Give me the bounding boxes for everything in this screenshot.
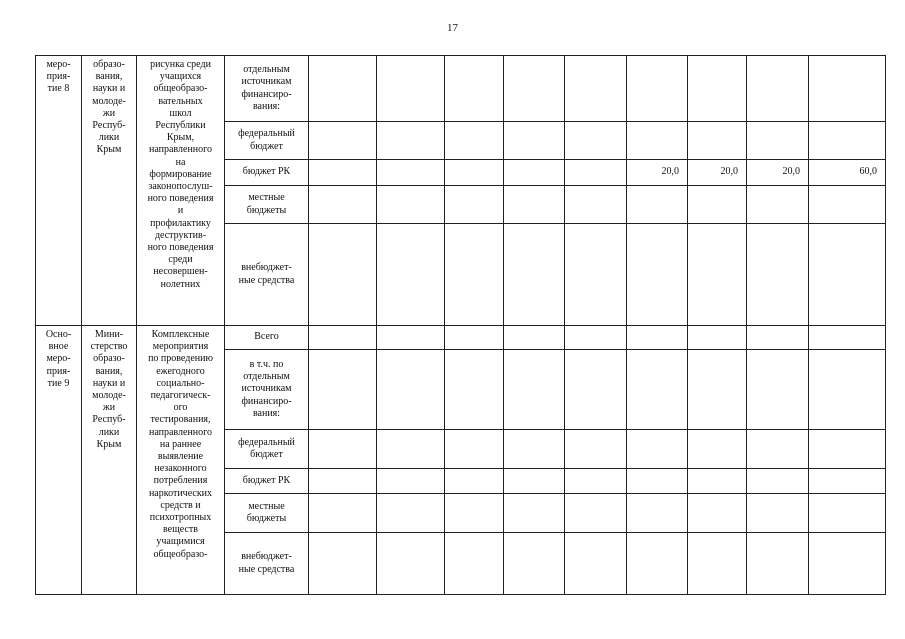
value-cell: [688, 122, 747, 160]
value-cell: [309, 160, 377, 186]
value-cell: [565, 224, 627, 326]
value-cell: [747, 122, 809, 160]
value-cell: [688, 494, 747, 533]
value-cell: [565, 533, 627, 595]
value-cell: [445, 186, 504, 224]
funding-source-label: местные бюджеты: [246, 500, 287, 524]
funding-source-label: внебюджет- ные средства: [238, 551, 295, 575]
value-cell: [309, 350, 377, 430]
value-cell: [688, 326, 747, 350]
value-cell: [627, 186, 688, 224]
value-cell: [627, 326, 688, 350]
value-cell: [565, 56, 627, 122]
funding-source-cell: [225, 350, 309, 430]
value-cell: [504, 122, 565, 160]
value-cell: [445, 326, 504, 350]
funding-source-cell: [225, 160, 309, 186]
value-cell: [809, 533, 886, 595]
value-cell: [565, 469, 627, 494]
value-cell: [809, 224, 886, 326]
page-number: 17: [447, 22, 458, 34]
funding-source-label: внебюджет- ные средства: [238, 262, 295, 286]
value-cell: [445, 350, 504, 430]
value-cell: 20,0: [627, 160, 688, 186]
value-cell: [445, 56, 504, 122]
value-cell: [445, 160, 504, 186]
funding-source-label: Всего: [254, 331, 279, 343]
budget-table: [35, 55, 886, 595]
event-cell-text: меро- прия- тие 8: [46, 59, 71, 95]
value-cell: [627, 494, 688, 533]
table-row: [36, 326, 886, 350]
value-cell: [688, 224, 747, 326]
funding-source-cell: [225, 469, 309, 494]
value-cell: [504, 326, 565, 350]
value-cell: [445, 224, 504, 326]
value-cell: [688, 56, 747, 122]
value-cell: [504, 469, 565, 494]
value-cell: [504, 224, 565, 326]
value-cell: [504, 533, 565, 595]
executor-cell: [82, 56, 137, 326]
funding-source-label: местные бюджеты: [246, 192, 287, 216]
executor-cell: [82, 326, 137, 595]
funding-source-label: федеральный бюджет: [238, 128, 295, 152]
value-cell: [565, 326, 627, 350]
budget-table-body: [36, 56, 886, 595]
value-cell: [377, 533, 445, 595]
value-cell: [377, 350, 445, 430]
title-cell: [137, 326, 225, 595]
value-cell: [809, 494, 886, 533]
value-cell: [688, 469, 747, 494]
value-cell: [747, 533, 809, 595]
funding-source-label: в т.ч. по отдельным источникам финансиро- вания:: [241, 358, 292, 419]
value-cell: [688, 533, 747, 595]
value-cell: [309, 224, 377, 326]
value-cell: [809, 186, 886, 224]
value-cell: [565, 350, 627, 430]
title-cell-text: рисунка среди учащихся общеобразо- вательных школ Республики Крым, направленного на формирование законопослуш- ного поведения и профилактику деструктив- ного поведения среди несовершен- нолетних: [147, 59, 214, 290]
value-cell: [504, 350, 565, 430]
executor-cell-text: образо- вания, науки и молоде- жи Респуб- лики Крым: [92, 59, 126, 156]
value-cell: [377, 186, 445, 224]
funding-source-label: федеральный бюджет: [238, 436, 295, 460]
funding-source-cell: [225, 430, 309, 469]
value-cell: [445, 533, 504, 595]
value-cell: [627, 122, 688, 160]
value-cell: [504, 160, 565, 186]
value-cell: [565, 186, 627, 224]
value-cell: [445, 122, 504, 160]
value-cell: [747, 430, 809, 469]
value-cell: [377, 56, 445, 122]
value-cell: [309, 56, 377, 122]
value-cell: [445, 469, 504, 494]
funding-source-label: бюджет РК: [242, 474, 291, 486]
value-cell: [377, 122, 445, 160]
funding-source-cell: [225, 326, 309, 350]
value-cell: [565, 494, 627, 533]
value-cell: [309, 186, 377, 224]
value-cell: [809, 350, 886, 430]
value-cell: [809, 469, 886, 494]
value-cell: [627, 533, 688, 595]
value-cell: [627, 350, 688, 430]
value-cell: [627, 56, 688, 122]
title-cell-text: Комплексные мероприятия по проведению ежегодного социально- педагогическ- ого тестирования, направленного на раннее выявление незаконного потребления наркотических средств и психотропных веществ учащимися общеобразо-: [148, 329, 213, 560]
value-cell: [377, 224, 445, 326]
value-cell: [809, 326, 886, 350]
value-cell: [809, 122, 886, 160]
value-cell: [377, 494, 445, 533]
value-cell: [309, 122, 377, 160]
event-cell-text: Осно- вное меро- прия- тие 9: [45, 329, 72, 389]
value-cell: [309, 430, 377, 469]
value-cell: [747, 56, 809, 122]
funding-source-cell: [225, 186, 309, 224]
value-cell: [309, 494, 377, 533]
value-cell: [747, 186, 809, 224]
value-cell: [377, 160, 445, 186]
value-cell: [747, 224, 809, 326]
value-cell: [688, 430, 747, 469]
value-cell: 20,0: [747, 160, 809, 186]
value-cell: [309, 326, 377, 350]
value-cell: [688, 350, 747, 430]
value-cell: [445, 430, 504, 469]
value-cell: [627, 430, 688, 469]
value-cell: [747, 350, 809, 430]
funding-source-cell: [225, 122, 309, 160]
value-cell: [809, 56, 886, 122]
value-cell: [809, 430, 886, 469]
event-cell: [36, 326, 82, 595]
value-cell: [688, 186, 747, 224]
value-cell: [377, 326, 445, 350]
value-cell: [377, 469, 445, 494]
value-cell: [504, 430, 565, 469]
funding-source-cell: [225, 494, 309, 533]
value-cell: [565, 430, 627, 469]
value-cell: [627, 224, 688, 326]
value-cell: [309, 469, 377, 494]
title-cell: [137, 56, 225, 326]
value-cell: [627, 469, 688, 494]
value-cell: [504, 494, 565, 533]
funding-source-cell: [225, 533, 309, 595]
value-cell: [504, 186, 565, 224]
value-cell: [504, 56, 565, 122]
funding-source-cell: [225, 224, 309, 326]
value-cell: [565, 160, 627, 186]
value-cell: 20,0: [688, 160, 747, 186]
funding-source-label: бюджет РК: [242, 166, 291, 178]
value-cell: [747, 326, 809, 350]
value-cell: [309, 533, 377, 595]
value-cell: 60,0: [809, 160, 886, 186]
executor-cell-text: Мини- стерство образо- вания, науки и молоде- жи Респуб- лики Крым: [90, 329, 128, 450]
funding-source-cell: [225, 56, 309, 122]
value-cell: [747, 469, 809, 494]
value-cell: [565, 122, 627, 160]
table-row: [36, 56, 886, 122]
value-cell: [377, 430, 445, 469]
value-cell: [747, 494, 809, 533]
event-cell: [36, 56, 82, 326]
value-cell: [445, 494, 504, 533]
funding-source-label: отдельным источникам финансиро- вания:: [241, 64, 292, 112]
